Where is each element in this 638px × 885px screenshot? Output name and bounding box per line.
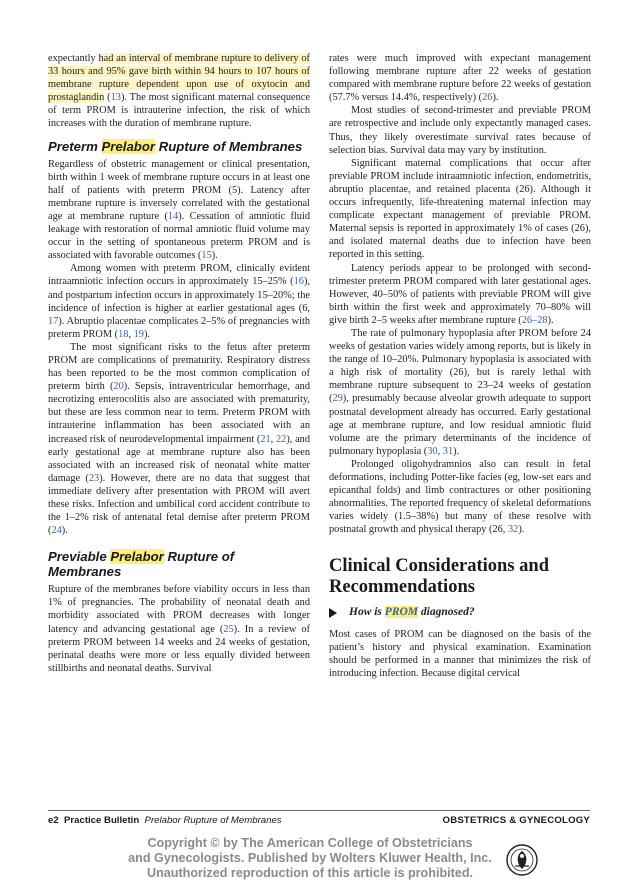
paragraph-fetal-deformations: Prolonged oligohydramnios also can result in fetal deformations, including Potter-like facies (eg, low-set ears and epicanthal folds) and limb contractures or other positioning abnormalities. The reported frequency of skeletal deformations varies widely (1.5–38%) but many of these resolve with postnatal growth and physical therapy (26, 32). bbox=[329, 458, 591, 536]
heading-preterm-prelabor-rupture: Preterm Prelabor Rupture of Membranes bbox=[48, 138, 303, 154]
reference-link[interactable]: 13 bbox=[110, 92, 121, 104]
paragraph-maternal-complications: Significant maternal complications that occur after previable PROM include intraamniotic infection, endometritis, abruptio placentae, and retained placenta (26). Although it occurs infrequently, life-threatening maternal infection may complicate expectant management of previable PROM. Maternal sepsis is reported in approximately 1% of cases (26), and isolated maternal deaths due to infection have been reported in this setting. bbox=[329, 157, 591, 261]
series-name: Practice Bulletin bbox=[64, 814, 140, 826]
reference-link[interactable]: 16 bbox=[293, 276, 304, 288]
paragraph-pulmonary-hypoplasia: The rate of pulmonary hypoplasia after PROM before 24 weeks of gestation varies widely among reports, but is likely in the range of 10–20%. Pulmonary hypoplasia is associated with a high risk of mortality (26), but is rarely lethal with membrane rupture subsequent to 23–24 weeks of gestation (29), presumably because alveolar growth adequate to support postnatal development already has occurred. Early gestational age at membrane rupture, and low residual amniotic fluid volume are the primary determinants of the incidence of pulmonary hypoplasia (30, 31). bbox=[329, 327, 591, 457]
reference-link[interactable]: 29 bbox=[332, 393, 343, 405]
page-footer bbox=[48, 812, 590, 828]
heading-clinical-considerations: Clinical Considerations and Recommendations bbox=[329, 556, 549, 598]
paragraph-survival-rates: rates were much improved with expectant management following membrane rupture after 22 weeks of gestation compared with membrane rupture before 22 weeks of gestation (57.7% versus 14.4%, respectively) (26). bbox=[329, 53, 591, 104]
heading-previable-prelabor-rupture: Previable Prelabor Rupture of Membranes bbox=[48, 549, 235, 580]
left-column bbox=[48, 52, 310, 675]
triangle-bullet-icon bbox=[329, 608, 337, 618]
keyword-highlight[interactable]: Prelabor bbox=[101, 138, 156, 154]
journal-name: OBSTETRICS & GYNECOLOGY bbox=[442, 814, 590, 826]
question-text: How is PROM diagnosed? bbox=[349, 606, 475, 619]
reference-link[interactable]: 30 bbox=[427, 445, 438, 457]
copyright-notice: Copyright © by The American College of Obstetricians and Gynecologists. Published by Wolters Kluwer Health, Inc. Unauthorized reproduction of this article is prohibited. bbox=[128, 836, 492, 880]
reference-link[interactable]: 17 bbox=[48, 315, 59, 327]
footer-left bbox=[48, 815, 282, 826]
reference-link[interactable]: 25 bbox=[223, 623, 234, 635]
reference-link[interactable]: 15 bbox=[201, 250, 212, 262]
reference-link[interactable]: 32 bbox=[507, 524, 519, 536]
question-heading bbox=[329, 606, 591, 619]
article-title: Prelabor Rupture of Membranes bbox=[144, 814, 282, 826]
reference-link[interactable]: 18 bbox=[118, 328, 129, 340]
footer-divider bbox=[48, 810, 590, 811]
keyword-highlight[interactable]: Prelabor bbox=[110, 549, 164, 565]
reference-link[interactable]: 26–28 bbox=[521, 314, 548, 326]
reference-link[interactable]: 22 bbox=[275, 433, 287, 445]
reference-link[interactable]: 24 bbox=[51, 525, 62, 537]
paragraph-diagnosis: Most cases of PROM can be diagnosed on the basis of the patient’s history and physical examination. Examination should be performed in a manner that minimizes the risk of introducing infection. Because digital cervical bbox=[329, 628, 591, 679]
right-column bbox=[329, 52, 591, 680]
reference-link[interactable]: 31 bbox=[442, 445, 454, 457]
reference-link[interactable]: 14 bbox=[167, 210, 179, 222]
reference-link[interactable]: 23 bbox=[88, 472, 100, 484]
paragraph-retrospective-studies: Most studies of second-trimester and previable PROM are retrospective and include only expectantly managed cases. Thus, they likely overestimate survival rates because of selection bias. Survival data may vary by institution. bbox=[329, 105, 591, 156]
paragraph-term-prom-latency: expectantly had an interval of membrane rupture to delivery of 33 hours and 95% gave birth within 94 hours to 107 hours of membrane rupture dependent upon use of oxytocin and prostaglandin (13). The most significant maternal consequence of term PROM is intrauterine infection, the risk of which increases with the duration of membrane rupture. bbox=[48, 53, 311, 130]
reference-link[interactable]: 26 bbox=[482, 92, 493, 104]
reference-link[interactable]: 21 bbox=[260, 433, 271, 445]
paragraph-preterm-infection: Among women with preterm PROM, clinically evident intraamniotic infection occurs in approximately 15–25% (16), and postpartum infection occurs in approximately 15–20%; the incidence of infection is higher at earlier gestational ages (6, 17). Abruptio placentae complicates 2–5% of pregnancies with preterm PROM (18, 19). bbox=[48, 263, 310, 340]
acog-seal-icon bbox=[506, 844, 538, 876]
paragraph-fetal-risks: The most significant risks to the fetus after preterm PROM are complications of prematurity. Respiratory distress has been reported to be the most common complication of preterm birth (20). Sepsis, intraventricular hemorrhage, and necrotizing enterocolitis also are associated with prematurity, but these are less common near to term. Preterm PROM with intrauterine inflammation has been associated with an increased risk of neurodevelopmental impairment (21, 22), and early gestational age at membrane rupture also has been associated with an increased risk of neonatal white matter damage (23). However, there are no data that suggest that immediate delivery after presentation with PROM will avert these risks. Infection and umbilical cord accident contribute to the 1–2% risk of antenatal fetal demise after preterm PROM (24). bbox=[48, 341, 311, 537]
page-number: e2 bbox=[48, 814, 59, 826]
paragraph-preterm-latency: Regardless of obstetric management or clinical presentation, birth within 1 week of membrane rupture occurs in at least one half of patients with preterm PROM (5). Latency after membrane rupture is inversely correlated with the gestational age at membrane rupture (14). Cessation of amniotic fluid leakage with restoration of normal amniotic fluid volume may occur in the setting of spontaneous preterm PROM and is associated with favorable outcomes (15). bbox=[48, 158, 310, 262]
paragraph-latency-periods: Latency periods appear to be prolonged with second-trimester preterm PROM compared with later gestational ages. However, 40–50% of patients with previable PROM will give birth within the first week and approximately 70–80% will give birth 2–5 weeks after membrane rupture (26–28). bbox=[329, 262, 591, 326]
reference-link[interactable]: 19 bbox=[133, 328, 144, 340]
paragraph-previable-rupture: Rupture of the membranes before viability occurs in less than 1% of pregnancies. The probability of neonatal death and morbidity associated with PROM decreases with longer latency and advancing gestational age (25). In a review of preterm PROM between 14 weeks and 24 weeks of gestation, perinatal deaths were more or less equally divided between stillbirths and neonatal deaths. Survival bbox=[48, 584, 310, 674]
keyword-highlight[interactable]: PROM bbox=[384, 606, 419, 619]
reference-link[interactable]: 20 bbox=[113, 381, 124, 393]
highlighted-text[interactable]: had an interval of membrane rupture to delivery of 33 hours and 95% gave birth within 94 hours to 107 hours of membrane rupture dependent upon use of oxytocin and prostaglandin bbox=[48, 53, 311, 104]
